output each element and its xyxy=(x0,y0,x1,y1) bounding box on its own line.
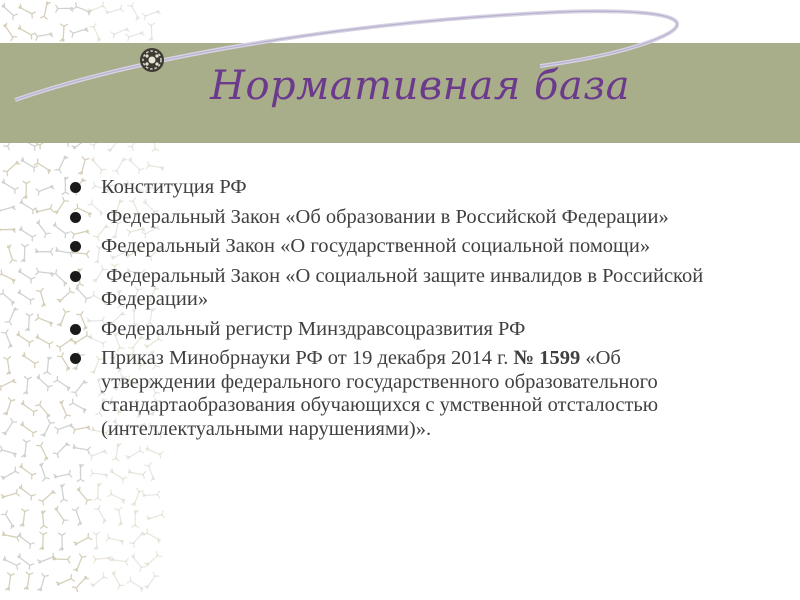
list-item xyxy=(68,235,718,259)
pattern-figure xyxy=(0,206,15,215)
list-item-text: Федеральный Закон «О социальной защите инвалидов в Российской Федерации» xyxy=(101,264,709,310)
pattern-figure xyxy=(21,401,37,416)
pattern-figure xyxy=(24,377,32,395)
pattern-figure xyxy=(19,485,35,500)
pattern-figure xyxy=(94,483,101,501)
pattern-figure xyxy=(90,573,107,587)
pattern-figure xyxy=(0,226,16,233)
pattern-figure xyxy=(56,575,74,586)
pattern-figure xyxy=(35,314,52,326)
list-item xyxy=(68,176,718,200)
pattern-figure xyxy=(53,222,69,237)
content-list xyxy=(68,176,718,447)
pattern-figure xyxy=(145,552,162,567)
pattern-figure xyxy=(19,464,35,479)
pattern-figure xyxy=(128,469,146,478)
pattern-figure xyxy=(21,244,28,261)
pattern-figure xyxy=(131,554,145,571)
pattern-figure xyxy=(37,375,52,391)
pattern-figure xyxy=(55,506,68,523)
pattern-figure xyxy=(147,511,165,520)
pattern-figure xyxy=(2,330,13,348)
pattern-figure xyxy=(24,572,33,590)
pattern-figure xyxy=(111,557,129,565)
pattern-figure xyxy=(72,576,88,592)
pattern-figure xyxy=(55,156,68,173)
pattern-figure xyxy=(6,573,15,591)
pattern-figure xyxy=(2,511,15,529)
pattern-figure xyxy=(0,379,16,390)
pattern-figure xyxy=(36,268,54,276)
pattern-figure xyxy=(115,508,123,526)
pattern-figure xyxy=(77,464,84,481)
pattern-figure xyxy=(36,334,53,348)
order-number: № 1599 xyxy=(513,347,581,369)
pattern-figure xyxy=(20,422,36,437)
pattern-figure xyxy=(93,556,111,563)
pattern-figure xyxy=(41,511,48,529)
pattern-figure xyxy=(108,490,125,503)
pattern-figure xyxy=(146,162,164,171)
pattern-figure xyxy=(17,554,33,569)
pattern-figure xyxy=(20,200,37,214)
pattern-figure xyxy=(91,157,106,174)
pattern-figure xyxy=(2,418,16,435)
pattern-figure xyxy=(22,353,38,368)
pattern-figure xyxy=(36,401,50,418)
pattern-figure xyxy=(59,533,66,550)
pattern-figure xyxy=(131,489,143,507)
pattern-figure xyxy=(3,161,20,176)
pattern-figure xyxy=(52,270,67,286)
pattern-figure xyxy=(19,227,36,241)
list-item-text: Конституция РФ xyxy=(101,176,247,198)
pattern-figure xyxy=(129,532,145,548)
pattern-figure xyxy=(106,534,124,544)
pattern-figure xyxy=(0,270,15,283)
pattern-figure xyxy=(23,181,30,198)
pattern-figure xyxy=(36,185,54,195)
pattern-figure xyxy=(74,534,92,546)
pattern-figure xyxy=(2,179,19,193)
list-item xyxy=(68,265,718,312)
pattern-figure xyxy=(145,463,155,481)
bullet-icon xyxy=(70,182,81,193)
pattern-figure xyxy=(18,269,35,283)
pattern-figure xyxy=(74,554,86,571)
pattern-figure xyxy=(113,158,127,175)
pattern-figure xyxy=(37,289,46,307)
pattern-figure xyxy=(127,577,144,591)
pattern-figure xyxy=(126,447,144,459)
pattern-figure xyxy=(54,470,72,478)
list-item xyxy=(68,347,718,441)
pattern-figure xyxy=(112,571,124,589)
pattern-figure xyxy=(7,245,16,263)
pattern-figure xyxy=(4,357,11,375)
pattern-figure xyxy=(39,463,49,481)
pattern-figure xyxy=(18,290,35,305)
pattern-figure xyxy=(60,484,67,502)
list-item xyxy=(68,318,718,342)
list-item-text: Федеральный регистр Минздравсоцразвития РФ xyxy=(101,317,526,340)
pattern-figure xyxy=(22,440,30,458)
pattern-figure xyxy=(144,572,159,589)
pattern-figure xyxy=(35,248,52,255)
pattern-figure xyxy=(146,446,163,458)
list-item-text: Федеральный Закон «Об образовании в Российской Федерации» xyxy=(101,205,669,228)
pattern-figure xyxy=(1,467,19,479)
pattern-figure xyxy=(41,420,54,437)
pattern-figure xyxy=(2,532,20,541)
bullet-icon xyxy=(70,271,81,282)
order-text: Приказ Минобрнауки РФ от 19 декабря 2014 г. xyxy=(101,347,514,369)
pattern-figure xyxy=(38,574,49,592)
pattern-figure xyxy=(142,491,160,498)
pattern-figure xyxy=(44,357,52,375)
list-item-text: Федеральный Закон «О государственной социальной помощи» xyxy=(101,235,651,257)
pattern-figure xyxy=(26,314,33,332)
pattern-figure xyxy=(110,469,127,483)
pattern-figure xyxy=(0,446,17,457)
pattern-figure xyxy=(1,489,19,498)
bullet-icon xyxy=(70,212,81,223)
order-title: «Об утверждении федерального государственного образовательного стандартаобразования обучающихся с умственной отсталостью (интеллектуальными нарушениями)». xyxy=(101,347,659,440)
pattern-figure xyxy=(20,509,28,527)
list-item xyxy=(68,206,718,230)
slide-title: Нормативная база xyxy=(210,63,630,109)
pattern-figure xyxy=(79,157,89,175)
pattern-figure xyxy=(18,533,34,548)
list-item-text xyxy=(101,347,658,440)
pattern-figure xyxy=(3,557,20,570)
pattern-figure xyxy=(77,487,91,504)
pattern-figure xyxy=(72,507,82,525)
pattern-figure xyxy=(94,506,106,524)
pattern-figure xyxy=(40,532,47,549)
pattern-figure xyxy=(4,398,15,416)
pattern-figure xyxy=(39,490,56,505)
pattern-figure xyxy=(5,307,18,324)
bullet-icon xyxy=(70,353,81,364)
pattern-figure xyxy=(37,442,49,460)
pattern-figure xyxy=(90,470,108,478)
pattern-figure xyxy=(17,332,34,347)
pattern-figure xyxy=(128,157,143,173)
pattern-figure xyxy=(89,450,107,460)
pattern-figure xyxy=(36,220,50,237)
bullet-icon xyxy=(70,324,81,335)
pattern-figure xyxy=(54,197,68,214)
bullet-icon xyxy=(70,241,81,252)
pattern-figure xyxy=(35,205,53,214)
pattern-figure xyxy=(144,529,161,543)
pattern-figure xyxy=(53,556,70,563)
pattern-figure xyxy=(93,532,100,549)
pattern-figure xyxy=(132,510,139,527)
pattern-figure xyxy=(0,290,15,306)
